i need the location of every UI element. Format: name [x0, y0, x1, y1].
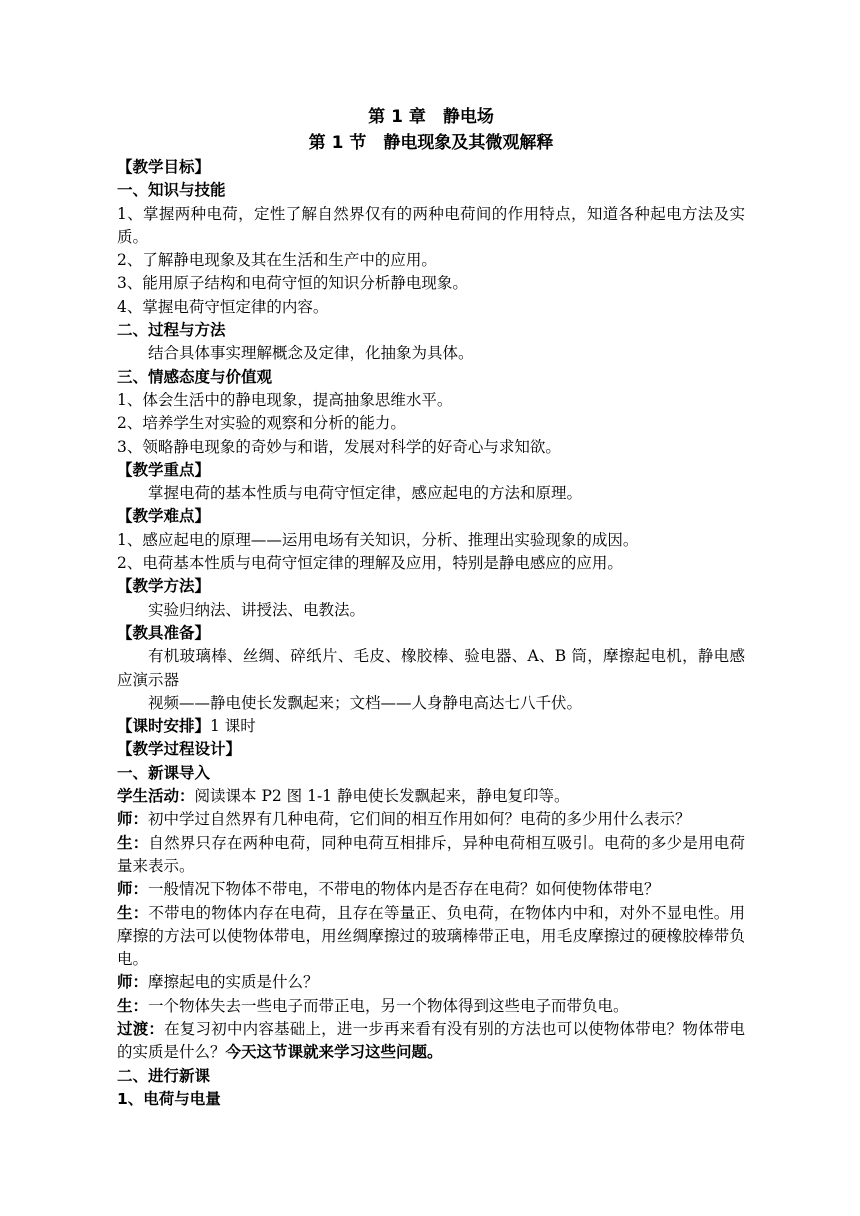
subsection-heading: 1、电荷与电量 — [117, 1089, 221, 1108]
knowledge-item: 3、能用原子结构和电荷守恒的知识分析静电现象。 — [117, 274, 468, 293]
dialogue-text: 摩擦起电的实质是什么？ — [148, 973, 319, 992]
tools-media-text: 视频——静电使长发飘起来；文档——人身静电高达七八千伏。 — [148, 693, 583, 712]
dialogue-text: 阅读课本 P2 图 1-1 静电使长发飘起来，静电复印等。 — [194, 787, 570, 806]
dialogue-line — [117, 785, 745, 808]
dialogue-text: 不带电的物体内存在电荷，且存在等量正、负电荷，在物体内中和，对外不显电性。用摩擦的方法可以使物体带电，用丝绸摩擦过的玻璃棒带正电，用毛皮摩擦过的硬橡胶棒带负电。 — [117, 903, 745, 969]
knowledge-item: 2、了解静电现象及其在生活和生产中的应用。 — [117, 251, 437, 270]
process-design-heading: 【教学过程设计】 — [117, 740, 242, 759]
section-title: 第 1 节 静电现象及其微观解释 — [308, 133, 554, 153]
dialogue-speaker: 师： — [117, 973, 149, 992]
transition-line — [117, 1018, 745, 1065]
tools-heading: 【教具准备】 — [117, 623, 211, 642]
dialogue-line — [117, 832, 745, 879]
knowledge-heading: 一、知识与技能 — [117, 181, 226, 200]
knowledge-item: 4、掌握电荷守恒定律的内容。 — [117, 297, 329, 316]
key-points-text: 掌握电荷的基本性质与电荷守恒定律，感应起电的方法和原理。 — [148, 484, 583, 503]
dialogue-line — [117, 995, 745, 1018]
dialogue-speaker: 生： — [117, 996, 149, 1015]
intro-heading: 一、新课导入 — [117, 763, 211, 782]
difficulty-item: 1、感应起电的原理——运用电场有关知识，分析、推理出实验现象的成因。 — [117, 530, 639, 549]
methods-heading: 【教学方法】 — [117, 577, 211, 596]
knowledge-item: 1、掌握两种电荷，定性了解自然界仅有的两种电荷间的作用特点，知道各种起电方法及实质。 — [117, 204, 745, 246]
dialogue-line — [117, 902, 745, 972]
transition-speaker: 过渡： — [117, 1019, 165, 1038]
dialogue-line — [117, 878, 745, 901]
transition-bold-text: 今天这节课就来学习这些问题。 — [225, 1043, 443, 1062]
difficulties-heading: 【教学难点】 — [117, 507, 211, 526]
dialogue-text: 一般情况下物体不带电，不带电的物体内是否存在电荷？如何使物体带电？ — [148, 880, 660, 899]
process-heading: 二、过程与方法 — [117, 321, 226, 340]
schedule-text: 1 课时 — [210, 717, 256, 736]
process-text: 结合具体事实理解概念及定律，化抽象为具体。 — [148, 344, 474, 363]
new-lesson-heading: 二、进行新课 — [117, 1066, 211, 1085]
objectives-heading: 【教学目标】 — [117, 158, 211, 176]
dialogue-line — [117, 808, 745, 831]
dialogue-text: 初中学过自然界有几种电荷，它们间的相互作用如何？电荷的多少用什么表示？ — [148, 810, 691, 829]
attitude-heading: 三、情感态度与价值观 — [117, 367, 273, 386]
chapter-title: 第 1 章 静电场 — [368, 107, 494, 127]
dialogue-text: 自然界只存在两种电荷，同种电荷互相排斥，异种电荷相互吸引。电荷的多少是用电荷量来表示。 — [117, 833, 745, 875]
dialogue-line — [117, 971, 745, 994]
transition-text: 在复习初中内容基础上，进一步再来看有没有别的方法也可以使物体带电？物体带电的实质是什么？ — [117, 1019, 745, 1062]
key-points-heading: 【教学重点】 — [117, 460, 211, 479]
schedule-heading: 【课时安排】 — [117, 717, 211, 736]
dialogue-speaker: 生： — [117, 903, 149, 922]
schedule-line — [117, 715, 745, 738]
attitude-item: 3、领略静电现象的奇妙与和谐，发展对科学的好奇心与求知欲。 — [117, 437, 561, 456]
tools-text: 有机玻璃棒、丝绸、碎纸片、毛皮、橡胶棒、验电器、A、B 筒，摩擦起电机，静电感应演示器 — [117, 647, 745, 689]
attitude-item: 1、体会生活中的静电现象，提高抽象思维水平。 — [117, 390, 453, 409]
dialogue-speaker: 师： — [117, 810, 149, 829]
attitude-item: 2、培养学生对实验的观察和分析的能力。 — [117, 414, 406, 433]
dialogue-text: 一个物体失去一些电子而带正电，另一个物体得到这些电子而带负电。 — [148, 996, 629, 1015]
document-page — [117, 104, 745, 1111]
dialogue-speaker: 生： — [117, 833, 149, 852]
methods-text: 实验归纳法、讲授法、电教法。 — [148, 600, 366, 619]
dialogue-speaker: 师： — [117, 880, 149, 899]
difficulty-item: 2、电荷基本性质与电荷守恒定律的理解及应用，特别是静电感应的应用。 — [117, 554, 623, 573]
dialogue-speaker: 学生活动： — [117, 787, 195, 806]
